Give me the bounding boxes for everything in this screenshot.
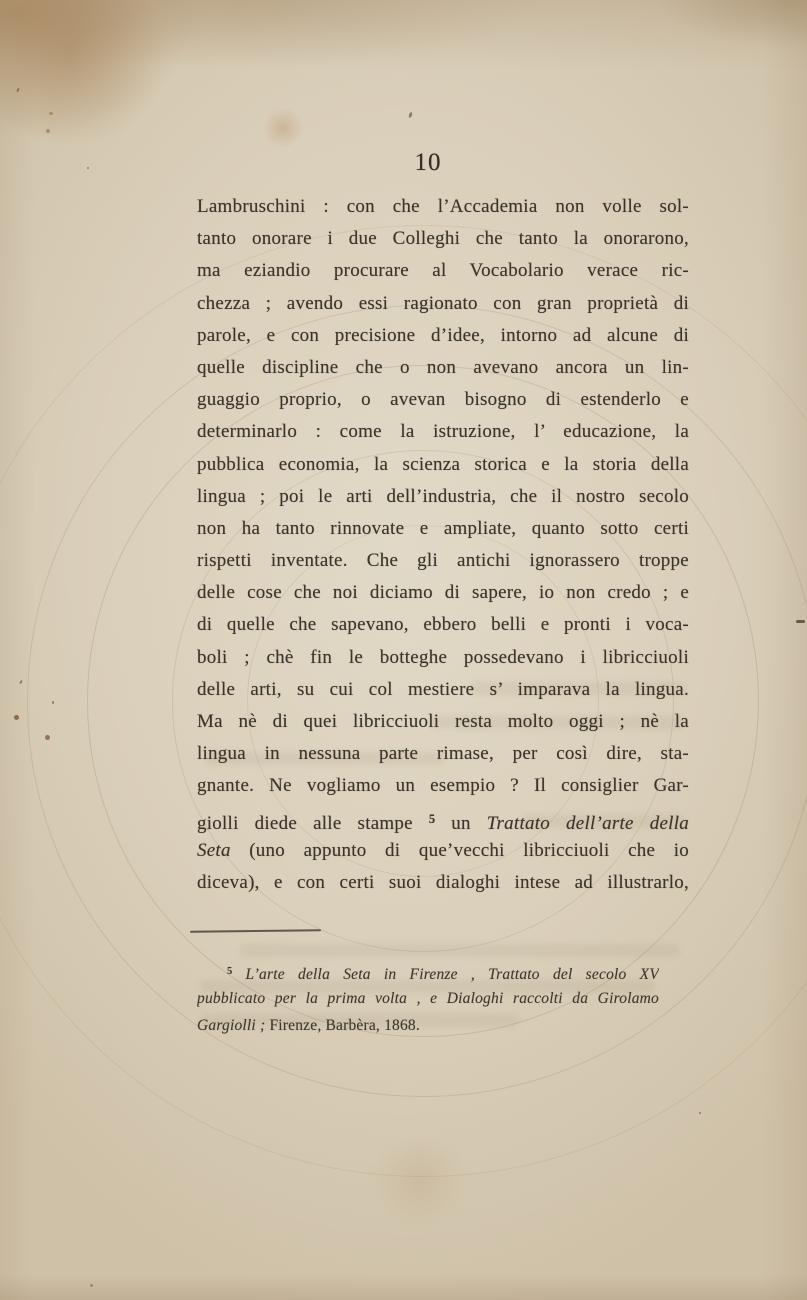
text-line [197, 384, 689, 416]
italic-text: L’arte della Seta in Firenze , Trattato del secolo XV [245, 966, 659, 983]
text-segment: Lambruschini : con che l’Accademia non volle sol- [197, 196, 689, 217]
footnote-reference: 5 [428, 811, 436, 826]
text-segment: non ha tanto rinnovate e ampliate, quanto sotto certi [197, 517, 689, 539]
text-segment: guaggio proprio, o avevan bisogno di estenderlo e [197, 389, 689, 411]
text-line [197, 352, 689, 384]
text-line [197, 609, 689, 641]
text-segment: pubblica economia, la scienza storica e la storia della [197, 453, 689, 475]
text-segment: Firenze, Barbèra, 1868. [265, 1017, 420, 1034]
text-segment: ma eziandio procurare al Vocabolario verace ric- [197, 260, 689, 282]
text-line [197, 288, 689, 320]
text-segment: boli ; chè fin le botteghe possedevano i libricciuoli [197, 646, 689, 668]
text-segment: rispetti inventate. Che gli antichi ignorassero troppe [197, 550, 689, 572]
footnote-reference: 5 [227, 966, 233, 977]
paper-speck [45, 735, 50, 740]
paper-speck [14, 715, 19, 720]
paper-speck [699, 1112, 701, 1114]
italic-text: Trattato dell’arte della [486, 812, 689, 834]
text-line [197, 738, 689, 770]
text-line [197, 545, 689, 577]
text-line [197, 255, 689, 287]
text-line [197, 223, 689, 255]
text-segment: un [435, 812, 487, 834]
text-line [197, 191, 689, 223]
text-segment: chezza ; avendo essi ragionato con gran proprietà di [197, 292, 689, 314]
text-segment: lingua ; poi le arti dell’industria, che il nostro secolo [197, 485, 689, 507]
text-line [197, 320, 689, 352]
paper-speck [87, 167, 89, 169]
text-line [197, 867, 689, 899]
text-segment: lingua in nessuna parte rimase, per così dire, sta- [197, 743, 689, 765]
italic-text: Gargiolli ; [197, 1017, 266, 1034]
text-segment: (uno appunto di que’vecchi libricciuoli che io [230, 839, 689, 861]
text-line [197, 1012, 659, 1039]
text-line [197, 416, 689, 448]
paper-stain [263, 108, 303, 148]
paper-speck [46, 129, 50, 133]
text-segment: determinarlo : come la istruzione, l’ educazione, la [197, 421, 689, 443]
text-segment [232, 966, 245, 983]
paper-speck [90, 1284, 93, 1287]
text-line [197, 803, 689, 835]
text-segment: delle arti, su cui col mestiere s’ imparava la lingua. [197, 678, 689, 700]
text-line [197, 577, 689, 609]
text-segment: di quelle che sapevano, ebbero belli e pronti i voca- [197, 614, 689, 636]
text-line [197, 835, 689, 867]
text-line [197, 958, 659, 985]
footnote [197, 958, 659, 1039]
body-text [197, 191, 689, 899]
text-segment: parole, e con precisione d’idee, intorno ad alcune di [197, 324, 689, 346]
text-line [197, 985, 659, 1012]
text-segment: giolli diede alle stampe [197, 812, 429, 834]
paper-speck [408, 112, 413, 119]
text-line [197, 449, 689, 481]
text-segment: quelle discipline che o non avevano ancora un lin- [197, 356, 689, 378]
text-segment: delle cose che noi diciamo di sapere, io non credo ; e [197, 582, 689, 604]
text-line [197, 706, 689, 738]
text-line [197, 674, 689, 706]
text-segment: Ma nè di quei libricciuoli resta molto oggi ; nè la [197, 711, 689, 732]
paper-speck [52, 701, 54, 704]
text-line [197, 481, 689, 513]
paper-speck [796, 620, 805, 623]
text-line [197, 770, 689, 802]
text-segment: tanto onorare i due Colleghi che tanto la onorarono, [197, 228, 689, 250]
paper-stain [0, 0, 170, 140]
paper-stain [370, 1140, 470, 1220]
italic-text: Seta [197, 839, 231, 861]
text-line [197, 513, 689, 545]
text-segment: gnante. Ne vogliamo un esempio ? Il consiglier Gar- [197, 775, 689, 797]
page-number: 10 [414, 149, 442, 176]
text-line [197, 642, 689, 674]
italic-text: pubblicato per la prima volta , e Dialoghi raccolti da Girolamo [197, 990, 659, 1007]
paper-speck [49, 112, 53, 115]
text-segment: diceva), e con certi suoi dialoghi intese ad illustrarlo, [197, 871, 689, 893]
show-through-smudge [240, 944, 680, 957]
